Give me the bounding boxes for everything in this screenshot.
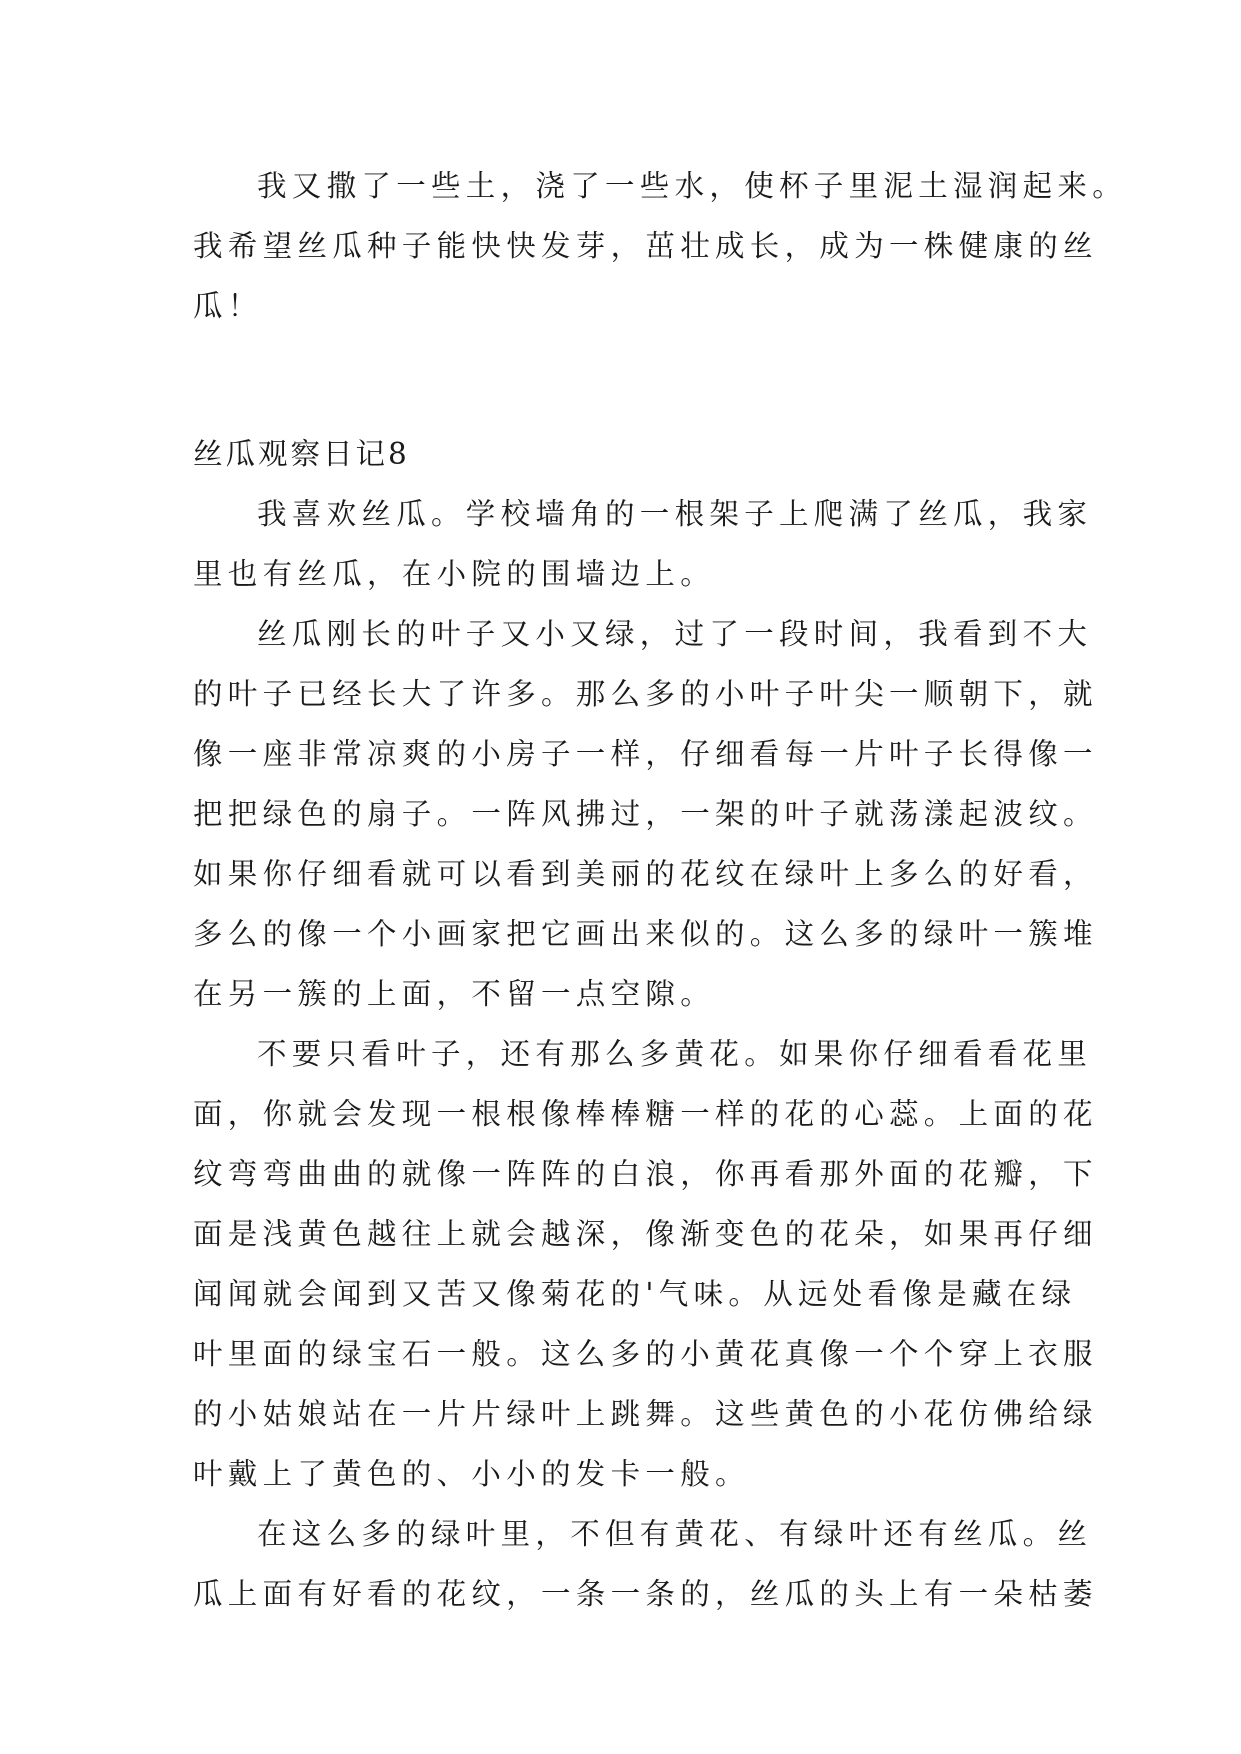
text-line: 我又撒了一些土，浇了一些水，使杯子里泥土湿润起来。	[257, 169, 1128, 203]
section-title: 丝瓜观察日记8	[193, 437, 410, 471]
document-body	[193, 156, 1128, 1624]
text-line: 我喜欢丝瓜。学校墙角的一根架子上爬满了丝瓜，我家	[257, 497, 1093, 531]
text-line: 把把绿色的扇子。一阵风拂过，一架的叶子就荡漾起波纹。	[193, 797, 1098, 831]
text-line: 叶里面的绿宝石一般。这么多的小黄花真像一个个穿上衣服	[193, 1337, 1098, 1371]
paragraph	[193, 1024, 1098, 1504]
paragraph	[193, 484, 1093, 604]
text-line: 不要只看叶子，还有那么多黄花。如果你仔细看看花里	[257, 1037, 1093, 1071]
text-line: 在这么多的绿叶里，不但有黄花、有绿叶还有丝瓜。丝	[257, 1517, 1093, 1551]
text-line: 在另一簇的上面，不留一点空隙。	[193, 977, 716, 1011]
paragraph	[193, 604, 1098, 1024]
text-line: 丝瓜刚长的叶子又小又绿，过了一段时间，我看到不大	[257, 617, 1093, 651]
text-line: 面，你就会发现一根根像棒棒糖一样的花的心蕊。上面的花	[193, 1097, 1098, 1131]
text-line: 纹弯弯曲曲的就像一阵阵的白浪，你再看那外面的花瓣，下	[193, 1157, 1098, 1191]
text-line: 多么的像一个小画家把它画出来似的。这么多的绿叶一簇堆	[193, 917, 1098, 951]
text-line: 瓜！	[193, 289, 263, 323]
paragraph	[193, 1504, 1098, 1624]
text-line: 面是浅黄色越往上就会越深，像渐变色的花朵，如果再仔细	[193, 1217, 1098, 1251]
text-line: 叶戴上了黄色的、小小的发卡一般。	[193, 1457, 750, 1491]
text-line: 像一座非常凉爽的小房子一样，仔细看每一片叶子长得像一	[193, 737, 1098, 771]
text-line: 的叶子已经长大了许多。那么多的小叶子叶尖一顺朝下，就	[193, 677, 1098, 711]
text-line: 如果你仔细看就可以看到美丽的花纹在绿叶上多么的好看，	[193, 857, 1098, 891]
paragraph	[193, 156, 1128, 336]
text-line: 瓜上面有好看的花纹，一条一条的，丝瓜的头上有一朵枯萎	[193, 1577, 1098, 1611]
text-line: 的小姑娘站在一片片绿叶上跳舞。这些黄色的小花仿佛给绿	[193, 1397, 1098, 1431]
section-gap	[193, 336, 1053, 424]
text-line: 闻闻就会闻到又苦又像菊花的'气味。从远处看像是藏在绿	[193, 1277, 1077, 1311]
text-line: 里也有丝瓜，在小院的围墙边上。	[193, 557, 716, 591]
text-line: 我希望丝瓜种子能快快发芽，茁壮成长，成为一株健康的丝	[193, 229, 1098, 263]
